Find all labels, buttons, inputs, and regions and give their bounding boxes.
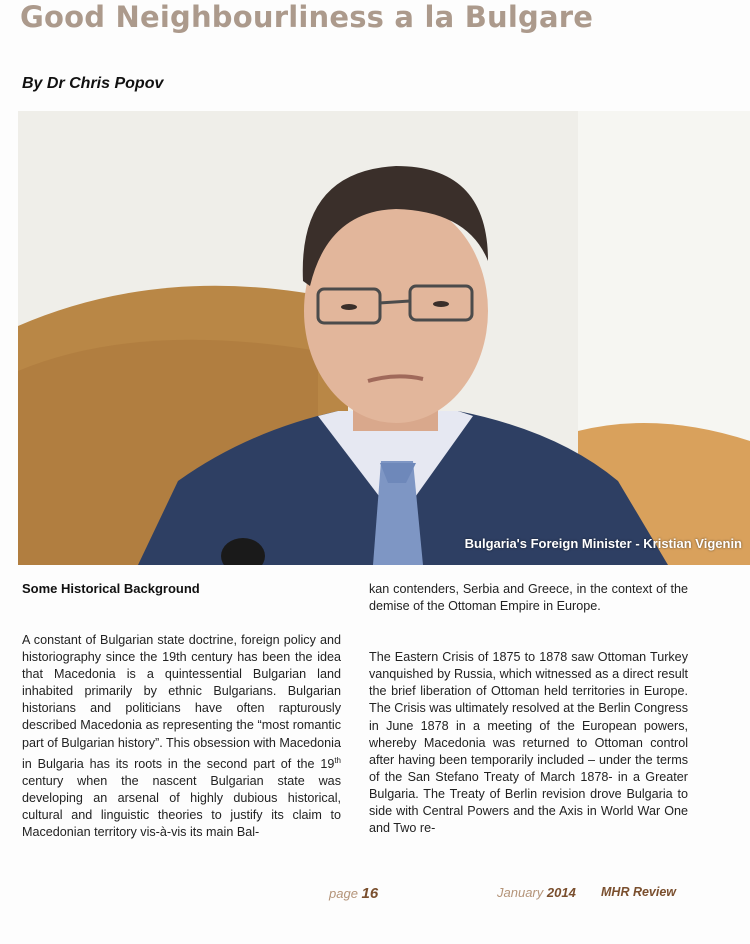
magazine-name: MHR Review [601,885,677,899]
body-paragraph [22,632,341,841]
body-paragraph: kan contenders, Serbia and Greece, in the context of the demise of the Ottoman Empire in Europe. [369,582,688,614]
article-byline: By Dr Chris Popov [22,75,164,92]
portrait-illustration [18,111,750,565]
issue-date [497,885,576,900]
ordinal-suffix: th [334,755,341,765]
section-heading: Some Historical Background [22,581,200,596]
article-photo [18,111,750,565]
photo-caption: Bulgaria's Foreign Minister - Kristian Vigenin [464,536,742,551]
body-paragraph: The Eastern Crisis of 1875 to 1878 saw Ottoman Turkey vanquished by Russia, which witnessed as a direct result the brief liberation of Ottoman held territories in Europe. The Crisis was ultimately resolved at the Berlin Congress in June 1878 in a meeting of the European powers, whereby Macedonia was returned to Ottoman control after having been temporarily included – under the terms of the San Stefano Treaty of March 1878- in a Greater Bulgaria. The Treaty of Berlin revision drove Bulgaria to side with Central Powers and the Axis in World War One and Two re- [369,650,688,836]
article-title: Good Neighbourliness a la Bulgare [20,0,594,34]
issue-month: January [497,885,544,900]
paragraph-text-end: century when the nascent Bulgarian state was developing an arsenal of highly dubious historical, cultural and linguistic theories to justify its claim to Macedonian territory vis-à-vis its main Bal- [22,773,341,840]
page-label: page [329,886,358,901]
paragraph-text-start: A constant of Bulgarian state doctrine, foreign policy and historiography since the 19th century has been the idea that Macedonia is a quintessential Bulgarian land inhabited primarily by ethnic Bulgarians. Bulgarian historians and politicians have often rapturously described Macedonia as representing the “most romantic part of Bulgarian history”. This obsession with Macedonia in Bulgaria has its roots in the second part of the 19 [22,633,341,771]
page-number [329,885,378,902]
page-number-value: 16 [361,885,379,902]
body-column-left [22,632,341,841]
issue-year: 2014 [546,885,576,900]
body-column-right [369,581,688,837]
